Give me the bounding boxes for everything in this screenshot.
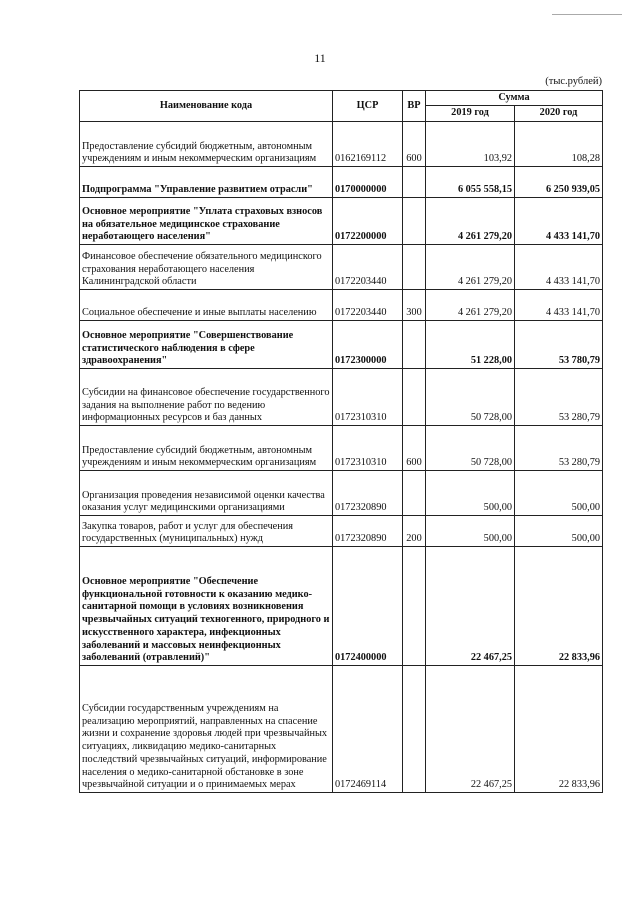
row-2020: 53 280,79 (515, 426, 603, 471)
row-vr (403, 547, 426, 666)
row-csr: 0172320890 (333, 471, 403, 516)
row-vr (403, 167, 426, 198)
table-row (80, 167, 603, 198)
table-row (80, 122, 603, 167)
row-2019: 4 261 279,20 (426, 290, 515, 321)
row-2019: 4 261 279,20 (426, 245, 515, 290)
row-2020: 108,28 (515, 122, 603, 167)
header-2019: 2019 год (426, 106, 515, 122)
row-2019: 103,92 (426, 122, 515, 167)
units-label: (тыс.рублей) (545, 76, 602, 87)
row-2020: 22 833,96 (515, 666, 603, 793)
page-number: 11 (314, 51, 326, 65)
row-csr: 0172320890 (333, 516, 403, 547)
row-name: Основное мероприятие "Обеспечение функциональной готовности к оказанию медико-санитарной помощи в условиях возникновения чрезвычайных ситуаций техногенного, природного и искусственного характера, инфекционных заболеваний и массовых неинфекционных заболеваний (отравлений)" (80, 547, 333, 666)
row-vr (403, 245, 426, 290)
row-name: Закупка товаров, работ и услуг для обеспечения государственных (муниципальных) нужд (80, 516, 333, 547)
table-row (80, 666, 603, 793)
row-name: Субсидии на финансовое обеспечение государственного задания на выполнение работ по ведению информационных ресурсов и баз данных (80, 369, 333, 426)
row-vr (403, 471, 426, 516)
row-name: Подпрограмма "Управление развитием отрасли" (80, 167, 333, 198)
header-2020: 2020 год (515, 106, 603, 122)
row-csr: 0172469114 (333, 666, 403, 793)
row-name: Предоставление субсидий бюджетным, автономным учреждениям и иным некоммерческим организациям (80, 426, 333, 471)
row-csr: 0172400000 (333, 547, 403, 666)
row-csr: 0162169112 (333, 122, 403, 167)
row-name: Основное мероприятие "Совершенствование статистического наблюдения в сфере здравоохранения" (80, 321, 333, 369)
row-vr (403, 666, 426, 793)
row-2020: 6 250 939,05 (515, 167, 603, 198)
row-2020: 53 780,79 (515, 321, 603, 369)
header-name: Наименование кода (80, 91, 333, 122)
row-2020: 53 280,79 (515, 369, 603, 426)
row-2019: 51 228,00 (426, 321, 515, 369)
row-2020: 4 433 141,70 (515, 198, 603, 245)
row-name: Организация проведения независимой оценки качества оказания услуг медицинскими организациями (80, 471, 333, 516)
row-vr: 300 (403, 290, 426, 321)
row-name: Финансовое обеспечение обязательного медицинского страхования неработающего населения Калининградской области (80, 245, 333, 290)
table-row (80, 198, 603, 245)
row-csr: 0172203440 (333, 245, 403, 290)
table-row (80, 471, 603, 516)
row-2020: 500,00 (515, 516, 603, 547)
row-name: Основное мероприятие "Уплата страховых взносов на обязательное медицинское страхование неработающего населения" (80, 198, 333, 245)
row-csr: 0172300000 (333, 321, 403, 369)
row-csr: 0170000000 (333, 167, 403, 198)
table-row (80, 290, 603, 321)
table-row (80, 547, 603, 666)
row-vr: 600 (403, 122, 426, 167)
row-2020: 4 433 141,70 (515, 245, 603, 290)
table-row (80, 369, 603, 426)
budget-table (79, 90, 603, 793)
header-csr: ЦСР (333, 91, 403, 122)
row-2019: 50 728,00 (426, 426, 515, 471)
row-vr (403, 321, 426, 369)
row-2019: 500,00 (426, 516, 515, 547)
scan-mark (552, 14, 622, 15)
header-sum: Сумма (426, 91, 603, 106)
row-2019: 6 055 558,15 (426, 167, 515, 198)
row-name: Предоставление субсидий бюджетным, автономным учреждениям и иным некоммерческим организациям (80, 122, 333, 167)
row-2020: 500,00 (515, 471, 603, 516)
row-2019: 4 261 279,20 (426, 198, 515, 245)
row-2019: 22 467,25 (426, 666, 515, 793)
row-2019: 50 728,00 (426, 369, 515, 426)
row-csr: 0172203440 (333, 290, 403, 321)
row-2020: 22 833,96 (515, 547, 603, 666)
row-vr: 600 (403, 426, 426, 471)
row-2020: 4 433 141,70 (515, 290, 603, 321)
table-row (80, 516, 603, 547)
row-vr: 200 (403, 516, 426, 547)
row-csr: 0172310310 (333, 369, 403, 426)
row-vr (403, 198, 426, 245)
row-csr: 0172310310 (333, 426, 403, 471)
row-name: Социальное обеспечение и иные выплаты населению (80, 290, 333, 321)
table-row (80, 245, 603, 290)
row-2019: 22 467,25 (426, 547, 515, 666)
row-vr (403, 369, 426, 426)
table-row (80, 321, 603, 369)
row-csr: 0172200000 (333, 198, 403, 245)
table-row (80, 426, 603, 471)
row-2019: 500,00 (426, 471, 515, 516)
header-vr: ВР (403, 91, 426, 122)
row-name: Субсидии государственным учреждениям на реализацию мероприятий, направленных на спасение жизни и сохранение здоровья людей при чрезвычайных ситуациях, ликвидацию медико-санитарных последствий чрезвычайных ситуаций, информирование населения о медико-санитарной обстановке в зоне чрезвычайной ситуации и о принимаемых мерах (80, 666, 333, 793)
